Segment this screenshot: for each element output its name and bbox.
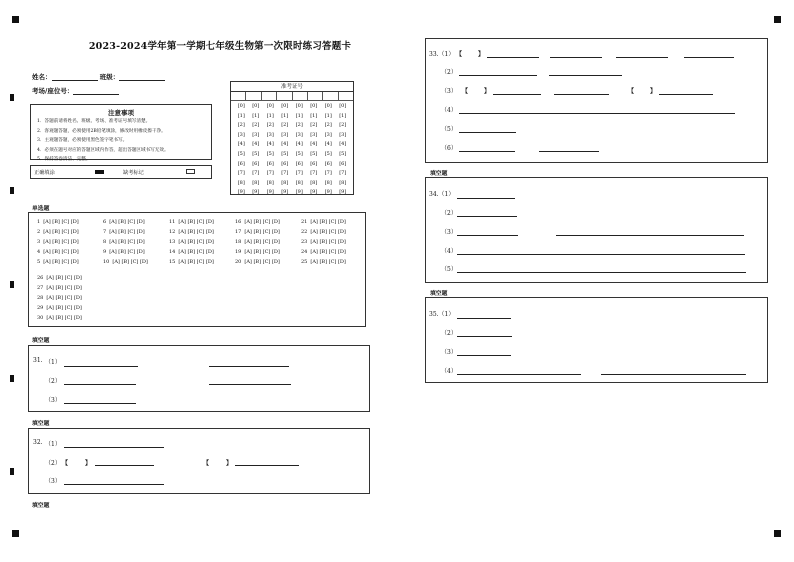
ticket-digit-column [321,102,336,198]
absent-mark-box[interactable] [186,169,195,174]
mcq-option-bubbles[interactable]: [A] [B] [C] [D] [178,229,214,235]
mcq-question-row[interactable] [37,229,79,235]
ticket-digit-bubble[interactable]: [0] [252,103,260,109]
q35-part-label: （4） [441,368,457,375]
q33-part-label: （4） [441,107,457,114]
notice-item: 2．客观题答题，必须使用2B铅笔填涂，修改时用橡皮擦干净。 [37,128,166,134]
ticket-digit-bubble[interactable]: [1] [252,112,260,119]
choice-bracket-right: 】 [484,88,491,95]
ticket-digit-bubble[interactable]: [5] [237,150,245,157]
section-label: 填空题 [430,171,448,177]
ticket-digit-bubble[interactable]: [4] [339,141,347,148]
ticket-digit-bubble[interactable]: [1] [295,112,303,119]
choice-bracket-left: 【 [203,460,210,467]
q32-part-label: （3） [45,478,61,485]
q33-part-label: （2） [441,69,457,76]
ticket-digit-bubble[interactable]: [8] [295,179,303,186]
mcq-option-bubbles[interactable]: [A] [B] [C] [D] [43,239,79,245]
q31-part-label: （1） [45,359,61,366]
mcq-question-row[interactable] [103,229,145,235]
ticket-digit-bubble[interactable]: [8] [281,179,289,186]
q32-number: 32. [33,439,43,446]
mcq-option-bubbles[interactable]: [A] [B] [C] [D] [43,219,79,225]
q33-answer-line[interactable] [616,57,668,58]
mcq-question-row[interactable] [235,259,280,265]
ticket-digit-column [249,102,264,198]
choice-bracket-right: 】 [226,460,233,467]
mcq-question-number: 3 [37,239,41,245]
ticket-digit-bubble[interactable]: [4] [295,141,303,148]
q34-answer-line[interactable] [556,235,744,236]
ticket-digit-column [307,102,322,198]
ticket-digit-bubble[interactable]: [6] [310,160,318,167]
q33-part-label: （6） [441,145,457,152]
mcq-question-row[interactable] [37,295,82,301]
ticket-digit-bubble[interactable]: [8] [266,179,274,186]
mcq-option-bubbles[interactable]: [A] [B] [C] [D] [310,219,346,225]
ticket-digit-bubble[interactable]: [1] [237,112,245,119]
mcq-option-bubbles[interactable]: [A] [B] [C] [D] [310,249,346,255]
ticket-digit-bubble[interactable]: [8] [237,179,245,186]
ticket-digit-bubble[interactable]: [4] [252,141,260,148]
mcq-option-bubbles[interactable]: [A] [B] [C] [D] [46,315,82,321]
q35-part-label: （3） [441,349,457,356]
q34-number: 34.（1） [429,191,455,198]
q33-answer-line[interactable] [550,57,602,58]
ticket-digit-bubble[interactable]: [0] [237,103,245,109]
ticket-digit-bubble[interactable]: [4] [324,141,332,148]
ticket-digit-bubble[interactable]: [7] [324,170,332,177]
ticket-digit-column [292,102,307,198]
seat-label: 考场/座位号： [32,87,74,95]
ticket-digit-bubble[interactable]: [3] [266,131,274,138]
mcq-question-row[interactable] [37,259,79,265]
notice-item: 5．保持答卷清洁、完整。 [37,157,91,162]
ticket-digit-bubble[interactable]: [6] [252,160,260,167]
ticket-digit-bubble[interactable]: [3] [281,131,289,138]
ticket-digit-bubble[interactable]: [3] [339,131,347,138]
ticket-digit-bubble[interactable]: [1] [266,112,274,119]
mcq-option-bubbles[interactable]: [A] [B] [C] [D] [43,259,79,265]
q33-answer-line[interactable] [487,57,539,58]
mcq-question-number: 6 [103,219,107,225]
ticket-digit-bubble[interactable]: [1] [281,112,289,119]
mcq-question-number: 19 [235,249,242,255]
mcq-question-number: 21 [301,219,308,225]
ticket-digit-bubble[interactable]: [2] [237,122,245,129]
mcq-option-bubbles[interactable]: [A] [B] [C] [D] [109,229,145,235]
ticket-digit-bubble[interactable]: [9] [310,189,318,196]
section-label: 填空题 [32,338,50,344]
mcq-option-bubbles[interactable]: [A] [B] [C] [D] [310,259,346,265]
ticket-digit-bubble[interactable]: [6] [295,160,303,167]
mcq-question-number: 10 [103,259,110,265]
ticket-digit-bubble[interactable]: [3] [295,131,303,138]
q31-answer-line[interactable] [64,366,138,367]
mcq-question-row[interactable] [301,259,346,265]
mcq-option-bubbles[interactable]: [A] [B] [C] [D] [244,229,280,235]
mcq-question-row[interactable] [169,229,214,235]
mcq-question-row[interactable] [235,239,280,245]
ticket-digit-bubble[interactable]: [3] [310,131,318,138]
alignment-mark [12,530,19,537]
choice-bracket-left: 【 [62,460,69,467]
mcq-option-bubbles[interactable]: [A] [B] [C] [D] [46,305,82,311]
q35-answer-line[interactable] [457,318,511,319]
mcq-option-bubbles[interactable]: [A] [B] [C] [D] [46,275,82,281]
ticket-digit-bubble[interactable]: [4] [281,141,289,148]
q33-answer-line[interactable] [539,151,599,152]
ticket-digit-bubble[interactable]: [8] [339,179,347,186]
ticket-digit-bubble[interactable]: [8] [252,179,260,186]
ticket-digit-bubble[interactable]: [7] [310,170,318,177]
q33-number: 33.（1） [429,51,455,58]
q33-answer-line[interactable] [554,94,609,95]
ticket-digit-column [263,102,278,198]
class-label: 班级： [99,73,120,81]
ticket-digit-bubble[interactable]: [9] [237,189,245,196]
q32-box [28,428,370,494]
ticket-digit-bubble[interactable]: [6] [281,160,289,167]
mcq-question-number: 29 [37,305,44,311]
mcq-question-number: 1 [37,219,41,225]
mcq-question-number: 25 [301,259,308,265]
ticket-digit-bubble[interactable]: [4] [237,141,245,148]
mcq-question-number: 27 [37,285,44,291]
q34-answer-line[interactable] [457,216,517,217]
mcq-question-row[interactable] [301,219,346,225]
ticket-digit-bubble[interactable]: [7] [266,170,274,177]
ticket-digit-bubble[interactable]: [2] [252,122,260,129]
mcq-question-row[interactable] [103,259,148,265]
ticket-digit-bubble[interactable]: [5] [324,150,332,157]
ticket-digit-bubble[interactable]: [0] [310,103,318,109]
mcq-question-row[interactable] [103,239,145,245]
choice-bracket-right: 】 [650,88,657,95]
q31-box [28,345,370,412]
q35-answer-line[interactable] [457,374,581,375]
alignment-mark [10,468,14,475]
mcq-question-row[interactable] [235,229,280,235]
ticket-digit-bubble[interactable]: [6] [339,160,347,167]
mcq-option-bubbles[interactable]: [A] [B] [C] [D] [112,259,148,265]
ticket-digit-bubble[interactable]: [2] [339,122,347,129]
page-title: 2023-2024学年第一学期七年级生物第一次限时练习答题卡 [88,41,352,52]
mcq-question-row[interactable] [37,275,82,281]
alignment-mark [10,187,14,194]
mcq-question-number: 4 [37,249,41,255]
q31-number: 31. [33,357,43,364]
q35-number: 35.（1） [429,311,455,318]
mcq-question-row[interactable] [37,219,79,225]
mcq-question-number: 12 [169,229,176,235]
mcq-option-bubbles[interactable]: [A] [B] [C] [D] [109,219,145,225]
ticket-digit-bubble[interactable]: [7] [281,170,289,177]
mcq-question-row[interactable] [235,249,280,255]
name-label: 姓名： [32,73,52,81]
correct-fill-label: 正确填涂 [34,170,55,176]
mcq-question-number: 20 [235,259,242,265]
mcq-question-number: 11 [169,219,176,225]
q33-answer-line[interactable] [459,151,515,152]
q35-answer-line[interactable] [457,336,512,337]
mcq-option-bubbles[interactable]: [A] [B] [C] [D] [244,259,280,265]
mcq-option-bubbles[interactable]: [A] [B] [C] [D] [310,239,346,245]
ticket-digit-bubble[interactable]: [7] [252,170,260,177]
ticket-digit-bubble[interactable]: [5] [295,150,303,157]
mcq-question-row[interactable] [169,259,214,265]
q31-answer-line[interactable] [209,384,291,385]
mcq-question-number: 9 [103,249,107,255]
mcq-option-bubbles[interactable]: [A] [B] [C] [D] [178,249,214,255]
notice-item: 3．主观题答题，必须使用黑色签字笔书写。 [37,138,128,143]
mcq-option-bubbles[interactable]: [A] [B] [C] [D] [178,219,214,225]
ticket-bubble-grid[interactable] [231,101,353,198]
ticket-digit-bubble[interactable]: [1] [339,112,347,119]
mcq-option-bubbles[interactable]: [A] [B] [C] [D] [178,239,214,245]
seat-field[interactable] [32,86,119,95]
q31-answer-line[interactable] [64,403,136,404]
mcq-option-bubbles[interactable]: [A] [B] [C] [D] [244,219,280,225]
q35-answer-line[interactable] [457,355,511,356]
mcq-question-row[interactable] [37,249,79,255]
alignment-mark [774,530,781,537]
ticket-digit-column [234,102,249,198]
correct-fill-sample [95,170,104,174]
mcq-question-number: 2 [37,229,41,235]
mcq-option-bubbles[interactable]: [A] [B] [C] [D] [46,295,82,301]
q35-part-label: （2） [441,330,457,337]
ticket-digit-bubble[interactable]: [2] [266,122,274,129]
ticket-digit-column [278,102,293,198]
mcq-question-row[interactable] [301,239,346,245]
ticket-digit-bubble[interactable]: [6] [237,160,245,167]
q34-answer-line[interactable] [457,198,515,199]
q32-answer-line[interactable] [235,465,299,466]
mcq-option-bubbles[interactable]: [A] [B] [C] [D] [310,229,346,235]
mcq-question-row[interactable] [235,219,280,225]
mcq-question-row[interactable] [37,239,79,245]
ticket-digit-bubble[interactable]: [3] [252,131,260,138]
mcq-question-row[interactable] [169,239,214,245]
mcq-question-number: 18 [235,239,242,245]
ticket-digit-bubble[interactable]: [9] [339,189,347,196]
q31-part-label: （2） [45,378,61,385]
q35-box [425,297,768,383]
choice-bracket-right: 】 [478,51,485,58]
mcq-question-number: 7 [103,229,107,235]
notice-item: 1．答题前请将姓名、班级、考场、准考证号填写清楚。 [37,119,151,124]
ticket-digit-column [336,102,351,198]
mcq-question-row[interactable] [103,249,145,255]
choice-bracket-left: 【 [462,88,469,95]
mcq-question-number: 22 [301,229,308,235]
q31-answer-line[interactable] [64,384,136,385]
ticket-digit-bubble[interactable]: [8] [310,179,318,186]
q33-answer-line[interactable] [549,75,622,76]
mcq-option-bubbles[interactable]: [A] [B] [C] [D] [109,249,145,255]
q34-part-label: （3） [441,229,457,236]
mcq-box [28,212,366,327]
mcq-question-row[interactable] [37,305,82,311]
mcq-question-row[interactable] [103,219,145,225]
ticket-digit-bubble[interactable]: [9] [281,189,289,196]
ticket-digit-bubble[interactable]: [4] [266,141,274,148]
q32-answer-line[interactable] [64,484,164,485]
ticket-digit-bubble[interactable]: [7] [237,170,245,177]
ticket-digit-bubble[interactable]: [1] [310,112,318,119]
q34-part-label: （5） [441,266,457,273]
ticket-digit-bubble[interactable]: [9] [324,189,332,196]
q32-answer-line[interactable] [64,447,164,448]
q31-answer-line[interactable] [209,366,289,367]
alignment-mark [12,16,19,23]
notice-box [30,104,212,160]
mcq-question-number: 15 [169,259,176,265]
q33-box [425,38,768,163]
ticket-write-row[interactable] [231,92,353,101]
mcq-question-number: 8 [103,239,107,245]
ticket-digit-bubble[interactable]: [6] [324,160,332,167]
mcq-label: 单选题 [32,206,50,212]
fill-legend [30,165,212,179]
ticket-digit-bubble[interactable]: [6] [266,160,274,167]
ticket-digit-bubble[interactable]: [5] [339,150,347,157]
ticket-digit-bubble[interactable]: [7] [295,170,303,177]
ticket-digit-bubble[interactable]: [5] [310,150,318,157]
ticket-digit-bubble[interactable]: [0] [295,103,303,109]
q35-answer-line[interactable] [601,374,746,375]
alignment-mark [774,16,781,23]
mcq-option-bubbles[interactable]: [A] [B] [C] [D] [178,259,214,265]
mcq-question-row[interactable] [301,229,346,235]
ticket-digit-bubble[interactable]: [0] [339,103,347,109]
q33-part-label: （5） [441,126,457,133]
mcq-option-bubbles[interactable]: [A] [B] [C] [D] [46,285,82,291]
ticket-digit-bubble[interactable]: [9] [295,189,303,196]
mcq-question-row[interactable] [169,249,214,255]
alignment-mark [10,375,14,382]
mcq-option-bubbles[interactable]: [A] [B] [C] [D] [109,239,145,245]
ticket-digit-bubble[interactable]: [4] [310,141,318,148]
ticket-digit-bubble[interactable]: [3] [324,131,332,138]
q31-part-label: （3） [45,397,61,404]
ticket-digit-bubble[interactable]: [2] [281,122,289,129]
mcq-option-bubbles[interactable]: [A] [B] [C] [D] [43,229,79,235]
ticket-digit-bubble[interactable]: [9] [266,189,274,196]
ticket-digit-bubble[interactable]: [2] [310,122,318,129]
mcq-option-bubbles[interactable]: [A] [B] [C] [D] [43,249,79,255]
q34-part-label: （2） [441,210,457,217]
mcq-question-row[interactable] [37,285,82,291]
mcq-question-number: 24 [301,249,308,255]
section-label: 填空题 [430,291,448,297]
section-label: 填空题 [32,421,50,427]
ticket-digit-bubble[interactable]: [0] [324,103,332,109]
ticket-digit-bubble[interactable]: [2] [324,122,332,129]
q33-answer-line[interactable] [493,94,541,95]
mcq-option-bubbles[interactable]: [A] [B] [C] [D] [244,249,280,255]
ticket-digit-bubble[interactable]: [1] [324,112,332,119]
ticket-number-grid [230,81,354,195]
mcq-question-number: 16 [235,219,242,225]
mcq-question-number: 17 [235,229,242,235]
ticket-digit-bubble[interactable]: [3] [237,131,245,138]
section-label: 填空题 [32,503,50,509]
q33-answer-line[interactable] [459,75,537,76]
mcq-question-row[interactable] [169,219,214,225]
name-field[interactable] [32,72,165,81]
mcq-question-number: 5 [37,259,41,265]
alignment-mark [10,94,14,101]
mcq-question-number: 26 [37,275,44,281]
q34-answer-line[interactable] [457,235,518,236]
q32-part-label: （1） [45,441,61,448]
choice-bracket-left: 【 [628,88,635,95]
mcq-question-row[interactable] [301,249,346,255]
choice-bracket-right: 】 [85,460,92,467]
ticket-digit-bubble[interactable]: [7] [339,170,347,177]
notice-item: 4．必须在题号对应的答题区域内作答，超出答题区域书写无效。 [37,147,169,153]
ticket-digit-bubble[interactable]: [5] [266,150,274,157]
q34-box [425,177,768,283]
ticket-digit-bubble[interactable]: [8] [324,179,332,186]
ticket-digit-bubble[interactable]: [5] [252,150,260,157]
mcq-question-number: 14 [169,249,176,255]
q33-answer-line[interactable] [684,57,734,58]
notice-title: 注意事项 [108,109,134,117]
q34-answer-line[interactable] [457,272,746,273]
q33-answer-line[interactable] [459,132,516,133]
q33-answer-line[interactable] [459,113,735,114]
mcq-question-number: 28 [37,295,44,301]
ticket-digit-bubble[interactable]: [5] [281,150,289,157]
mcq-question-number: 23 [301,239,308,245]
absent-mark-label: 缺考标记 [123,170,144,176]
ticket-header: 准考证号 [231,82,353,92]
mcq-question-number: 30 [37,315,44,321]
q32-answer-line[interactable] [95,465,154,466]
q33-part-label: （3） [441,88,457,95]
mcq-question-number: 13 [169,239,176,245]
q34-answer-line[interactable] [457,254,745,255]
q32-part-label: （2） [45,460,61,467]
ticket-digit-bubble[interactable]: [0] [281,103,289,109]
ticket-digit-bubble[interactable]: [9] [252,189,260,196]
q33-answer-line[interactable] [659,94,713,95]
ticket-digit-bubble[interactable]: [0] [266,103,274,109]
mcq-question-row[interactable] [37,315,82,321]
mcq-option-bubbles[interactable]: [A] [B] [C] [D] [244,239,280,245]
choice-bracket-left: 【 [456,51,463,58]
ticket-digit-bubble[interactable]: [2] [295,122,303,129]
alignment-mark [10,281,14,288]
q34-part-label: （4） [441,248,457,255]
